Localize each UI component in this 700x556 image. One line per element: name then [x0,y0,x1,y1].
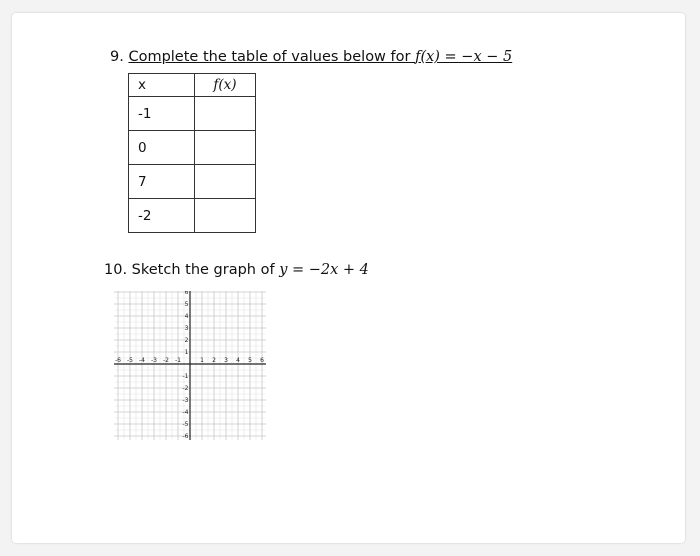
question-9-number: 9. [110,49,124,65]
question-10 [104,262,369,278]
x-tick-label: 2 [212,357,216,364]
x-tick-label: -5 [127,357,133,364]
table-row [129,131,256,165]
y-tick-label: -6 [182,433,189,440]
x-value: -2 [129,199,195,233]
values-table [128,73,256,233]
y-tick-label: 4 [184,313,189,320]
y-tick-label: 1 [184,349,189,356]
y-tick-label: -3 [182,397,189,404]
y-tick-label: 3 [184,325,189,332]
y-tick-label: 5 [184,301,189,308]
coordinate-grid-svg[interactable] [114,291,276,443]
y-tick-label: -2 [182,385,189,392]
question-9-function: f(x) = −x − 5 [415,49,513,65]
y-tick-label: 6 [184,291,189,296]
table-header-row [129,74,256,97]
x-tick-label: -3 [151,357,157,364]
x-tick-label: 6 [260,357,264,364]
question-10-number: 10. [104,262,128,278]
table-row [129,165,256,199]
y-tick-label: -1 [182,373,189,380]
fx-answer-cell[interactable] [195,131,256,165]
x-tick-label: -2 [163,357,169,364]
fx-answer-cell[interactable] [195,199,256,233]
question-9 [110,49,512,65]
x-tick-label: 1 [200,357,204,364]
x-value: -1 [129,97,195,131]
x-tick-label: -4 [139,357,145,364]
x-tick-label: -6 [115,357,121,364]
coordinate-grid[interactable] [114,291,276,447]
question-9-text: Complete the table of values below for f(x) = −x − 5 [128,49,513,65]
worksheet-page [12,13,685,543]
x-value: 7 [129,165,195,199]
column-header-fx: f(x) [195,74,256,97]
y-tick-label: -4 [182,409,189,416]
x-tick-label: 5 [248,357,252,364]
y-tick-label: 2 [184,337,189,344]
table-row [129,199,256,233]
x-tick-label: -1 [175,357,181,364]
x-tick-label: 4 [236,357,240,364]
fx-answer-cell[interactable] [195,97,256,131]
question-10-text: Sketch the graph of [131,262,275,278]
table-row [129,97,256,131]
y-tick-label: -5 [182,421,189,428]
x-tick-label: 3 [224,357,228,364]
fx-answer-cell[interactable] [195,165,256,199]
question-10-function: y = −2x + 4 [279,262,369,278]
column-header-x: x [129,74,195,97]
x-value: 0 [129,131,195,165]
